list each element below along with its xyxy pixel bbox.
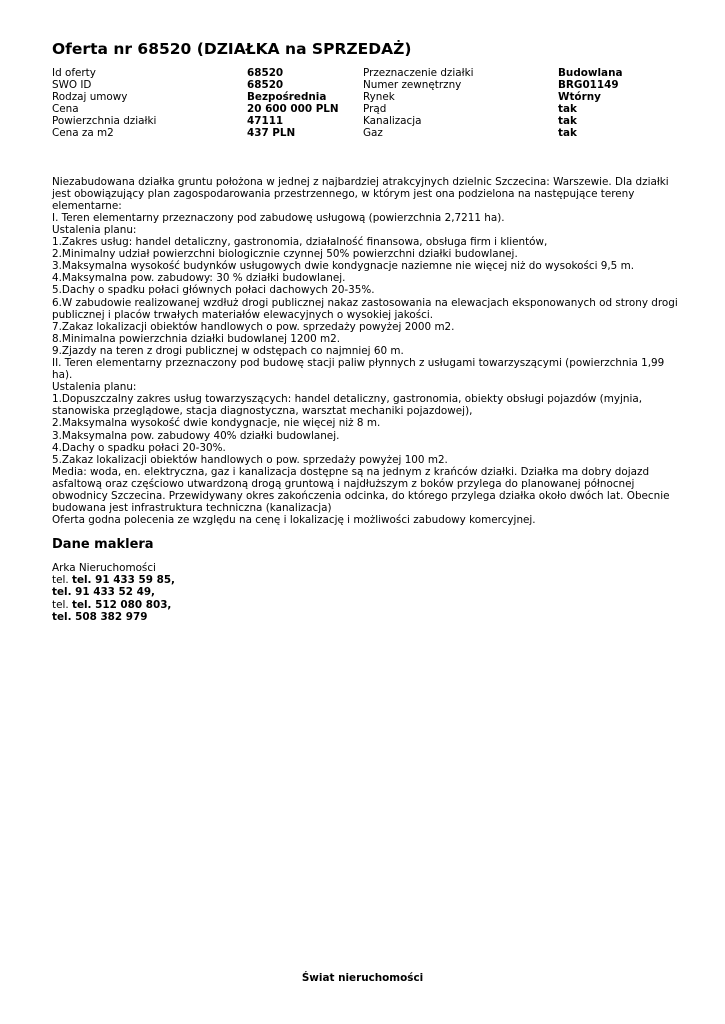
- description-paragraph: 7.Zakaz lokalizacji obiektów handlowych o pow. sprzedaży powyżej 2000 m2.: [52, 320, 455, 333]
- description-paragraph: 4.Dachy o spadku połaci 20-30%.: [52, 441, 226, 454]
- description-paragraph: Niezabudowana działka gruntu położona w jednej z najbardziej atrakcyjnych dzielnic Szczecina: Warszewie. Dla działki jest obowiązujący plan zagospodarowania przestrzennego, w którym jest ona podzielona na następujące tereny elementarne:: [52, 175, 669, 212]
- description-paragraph: 6.W zabudowie realizowanej wzdłuż drogi publicznej nakaz zastosowania na elewacjach eksponowanych od strony drogi publicznej i placów trwałych materiałów elewacyjnych o wysokiej jakości.: [52, 296, 678, 321]
- broker-phone-2: tel. 91 433 52 49,: [52, 586, 156, 599]
- detail-label-electricity: Prąd: [363, 103, 387, 116]
- description-paragraph: 2.Maksymalna wysokość dwie kondygnacje, nie więcej niż 8 m.: [52, 417, 381, 430]
- description-paragraph: 9.Zjazdy na teren z drogi publicznej w odstępach co najmniej 60 m.: [52, 344, 404, 357]
- broker-phone-3: tel. 512 080 803,: [71, 598, 172, 611]
- broker-details: [52, 562, 682, 622]
- offer-page: [52, 38, 682, 623]
- offer-description: [52, 176, 682, 527]
- description-paragraph: II. Teren elementarny przeznaczony pod budowę stacji paliw płynnych z usługami towarzyszącymi (powierzchnia 1,99 ha).: [52, 356, 665, 382]
- detail-label-contract-type: Rodzaj umowy: [52, 91, 128, 104]
- description-paragraph: 8.Minimalna powierzchnia działki budowlanej 1200 m2.: [52, 332, 341, 345]
- detail-label-id: Id oferty: [52, 67, 96, 79]
- description-paragraph: Media: woda, en. elektryczna, gaz i kanalizacja dostępne są na jednym z krańców działki. Działka ma dobry dojazd asfaltową oraz częściowo utwardzoną drogą gruntową i najdłuższym z boków przylega do planowanej północnej obwodnicy Szczecina. Przewidywany okres zakończenia odcinka, do którego przylega działka około dwóch lat. Obecnie budowana jest infrastruktura techniczna (kanalizacja): [52, 465, 670, 515]
- description-paragraph: 5.Dachy o spadku połaci głównych połaci dachowych 20-35%.: [52, 284, 375, 297]
- detail-value-price-per-m2: 437 PLN: [247, 127, 296, 140]
- broker-phone-4: tel. 508 382 979: [52, 610, 148, 623]
- description-paragraph: 3.Maksymalna pow. zabudowy 40% działki budowlanej.: [52, 429, 340, 442]
- offer-details-grid: [52, 67, 682, 140]
- detail-label-area: Powierzchnia działki: [52, 115, 157, 128]
- detail-value-purpose: Budowlana: [558, 67, 623, 79]
- detail-value-electricity: tak: [558, 103, 577, 116]
- detail-label-purpose: Przeznaczenie działki: [363, 67, 474, 79]
- detail-value-price: 20 600 000 PLN: [247, 103, 339, 116]
- detail-value-market: Wtórny: [558, 91, 601, 104]
- description-paragraph: 3.Maksymalna wysokość budynków usługowych dwie kondygnacje naziemne nie więcej niż do wysokości 9,5 m.: [52, 260, 635, 273]
- description-paragraph: 1.Zakres usług: handel detaliczny, gastronomia, działalność finansowa, obsługa firm i klientów,: [52, 236, 548, 249]
- detail-value-swo-id: 68520: [247, 79, 284, 92]
- detail-label-market: Rynek: [363, 91, 395, 104]
- broker-section-title: Dane maklera: [52, 537, 154, 553]
- page-title: Oferta nr 68520 (DZIAŁKA na SPRZEDAŻ): [52, 40, 412, 58]
- broker-name: Arka Nieruchomości: [52, 562, 156, 575]
- description-paragraph: 5.Zakaz lokalizacji obiektów handlowych o pow. sprzedaży powyżej 100 m2.: [52, 453, 448, 466]
- description-paragraph: Oferta godna polecenia ze względu na cenę i lokalizację i możliwości zabudowy komercyjnej.: [52, 514, 536, 527]
- detail-value-sewage: tak: [558, 115, 577, 128]
- detail-label-external-number: Numer zewnętrzny: [363, 79, 462, 92]
- broker-phone-line: [52, 599, 682, 611]
- broker-phone-1: tel. 91 433 59 85,: [71, 574, 175, 587]
- description-paragraph: 1.Dopuszczalny zakres usług towarzyszących: handel detaliczny, gastronomia, obiekty obsługi pojazdów (myjnia, stanowiska przeglądowe, stacja diagnostyczna, warsztat mechaniki pojazdowej),: [52, 393, 643, 418]
- detail-value-contract-type: Bezpośrednia: [247, 91, 327, 104]
- detail-value-external-number: BRG01149: [558, 79, 619, 92]
- phone-prefix: tel.: [52, 574, 69, 587]
- detail-value-id: 68520: [247, 67, 284, 79]
- page-footer: Świat nieruchomości: [301, 972, 424, 984]
- description-paragraph: I. Teren elementarny przeznaczony pod zabudowę usługową (powierzchnia 2,7211 ha).: [52, 211, 505, 224]
- description-paragraph: Ustalenia planu:: [52, 381, 137, 394]
- phone-prefix: tel.: [52, 598, 69, 611]
- detail-label-price-per-m2: Cena za m2: [52, 127, 114, 140]
- detail-value-gas: tak: [558, 127, 577, 140]
- description-paragraph: 2.Minimalny udział powierzchni biologicznie czynnej 50% powierzchni działki budowlanej.: [52, 248, 518, 261]
- detail-label-price: Cena: [52, 103, 79, 116]
- detail-label-gas: Gaz: [363, 127, 383, 140]
- detail-label-swo-id: SWO ID: [52, 79, 92, 92]
- detail-label-sewage: Kanalizacja: [363, 115, 422, 128]
- broker-phone-line: [52, 574, 682, 586]
- description-paragraph: 4.Maksymalna pow. zabudowy: 30 % działki budowlanej.: [52, 272, 346, 285]
- detail-value-area: 47111: [247, 115, 284, 128]
- description-paragraph: Ustalenia planu:: [52, 223, 137, 236]
